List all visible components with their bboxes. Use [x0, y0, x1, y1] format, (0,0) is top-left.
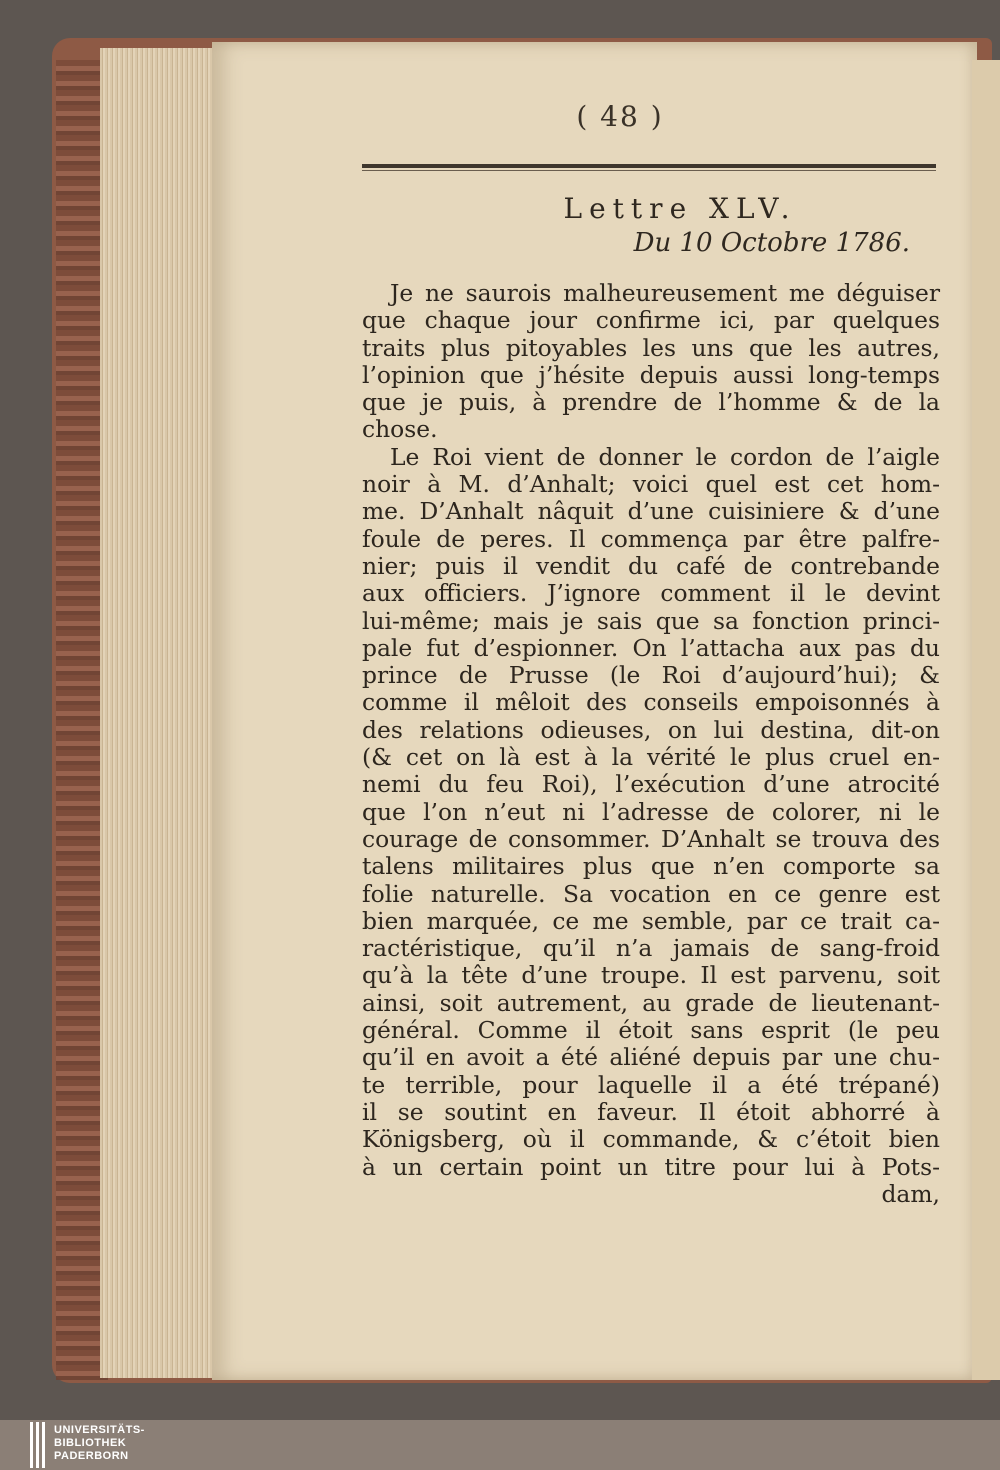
text-line: comme il mêloit des conseils empoisonnés à [362, 688, 940, 717]
text-line: général. Comme il étoit sans esprit (le peu [362, 1016, 940, 1045]
text-line: courage de consommer. D’Anhalt se trouva des [362, 824, 940, 853]
logo-line: BIBLIOTHEK [54, 1437, 127, 1449]
letter-title: Lettre XLV. [563, 192, 797, 225]
text-line: bien marquée, ce me semble, par ce trait ca- [362, 906, 940, 935]
text-line: te terrible, pour laquelle il a été trépané) [362, 1070, 940, 1099]
letter-body [362, 280, 940, 1208]
header-rule-thin [362, 170, 936, 171]
text-line: foule de peres. Il commença par être palfre- [362, 524, 940, 553]
text-line: lui-même; mais je sais que sa fonction princi- [362, 606, 940, 635]
logo-line: UNIVERSITÄTS- [54, 1424, 145, 1436]
text-line: chose. [362, 415, 438, 444]
letter-date: Du 10 Octobre 1786. [633, 228, 910, 258]
text-line: aux officiers. J’ignore comment il le devint [362, 579, 940, 608]
text-line: (& cet on là est à la vérité le plus cruel en- [362, 743, 940, 772]
page-edges [100, 48, 218, 1378]
text-line: Le Roi vient de donner le cordon de l’aigle [390, 442, 940, 471]
library-logo-icon [30, 1422, 46, 1468]
text-line: noir à M. d’Anhalt; voici quel est cet hom- [362, 470, 940, 499]
text-line: prince de Prusse (le Roi d’aujourd’hui); & [362, 661, 940, 690]
text-line: talens militaires plus que n’en comporte sa [362, 852, 940, 881]
text-line: Je ne saurois malheureusement me déguiser [390, 279, 940, 307]
text-line: nier; puis il vendit du café de contrebande [362, 551, 940, 580]
facing-page-edge [972, 60, 1000, 1380]
text-line: qu’il en avoit a été aliéné depuis par une chu- [362, 1043, 940, 1072]
text-line: traits plus pitoyables les uns que les autres, [362, 333, 940, 362]
text-line: nemi du feu Roi), l’exécution d’une atrocité [362, 770, 940, 799]
text-line: qu’à la tête d’une troupe. Il est parvenu, soit [362, 961, 940, 990]
text-line: ractéristique, qu’il n’a jamais de sang-froid [362, 934, 940, 963]
text-line: me. D’Anhalt nâquit d’une cuisiniere & d’une [362, 497, 940, 526]
text-line: pale fut d’espionner. On l’attacha aux pas du [362, 633, 940, 662]
header-rule [362, 164, 936, 168]
text-line: Königsberg, où il commande, & c’étoit bien [362, 1125, 940, 1154]
text-line: folie naturelle. Sa vocation en ce genre est [362, 879, 940, 908]
text-line: que chaque jour confirme ici, par quelques [362, 306, 940, 335]
text-line: des relations odieuses, on lui destina, dit-on [362, 715, 940, 744]
text-line: il se soutint en faveur. Il étoit abhorré à [362, 1097, 940, 1126]
text-line: ainsi, soit autrement, au grade de lieutenant- [362, 988, 940, 1017]
text-line: que je puis, à prendre de l’homme & de la [362, 388, 940, 417]
text-line: à un certain point un titre pour lui à Pots- [362, 1152, 940, 1181]
page-number: ( 48 ) [576, 100, 664, 133]
catchword: dam, [881, 1179, 940, 1208]
text-line: que l’on n’eut ni l’adresse de colorer, ni le [362, 797, 940, 826]
text-line: l’opinion que j’hésite depuis aussi long-temps [362, 360, 940, 389]
library-logo-text [54, 1424, 204, 1463]
logo-line: PADERBORN [54, 1450, 129, 1462]
